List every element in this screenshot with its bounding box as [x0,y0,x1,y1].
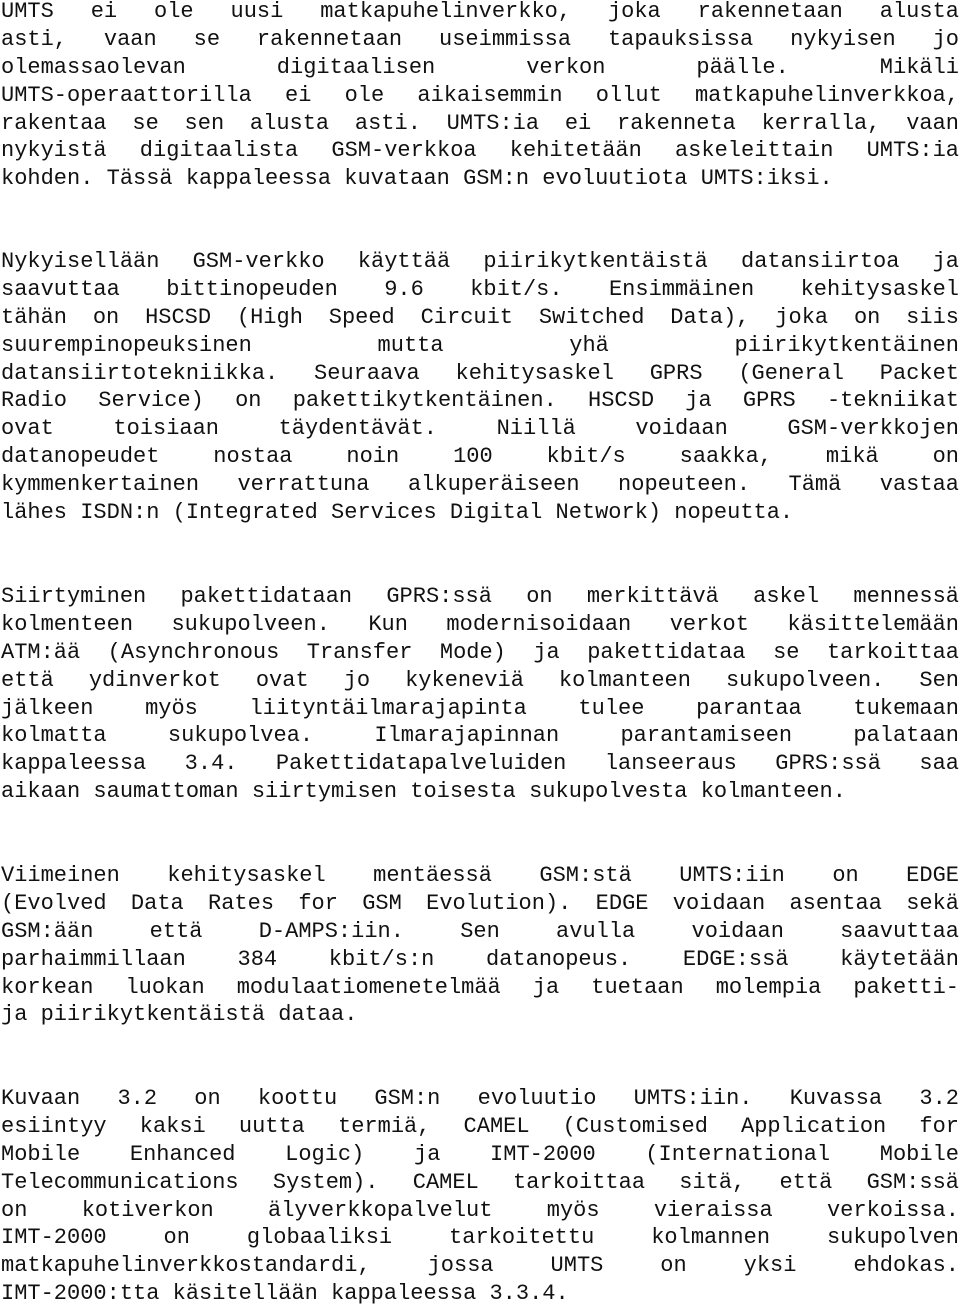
text-line: aikaan saumattoman siirtymisen toisesta sukupolvesta kolmanteen. [1,779,846,805]
paragraph-packet-data [1,583,959,806]
text-line: UMTS-operaattorilla ei ole aikaisemmin ollut matkapuhelinverkkoa, [1,82,959,108]
text-line: asti, vaan se rakennetaan useimmissa tapauksissa nykyisen jo [1,26,959,52]
text-line: tähän on HSCSD (High Speed Circuit Switched Data), joka on siis [1,304,959,330]
text-line: Viimeinen kehitysaskel mentäessä GSM:stä UMTS:iin on EDGE [1,863,959,888]
text-line: ovat toisiaan täydentävät. Niillä voidaan GSM-verkkojen [1,416,959,442]
text-line: jälkeen myös liityntäilmarajapinta tulee parantaa tukemaan [1,695,959,721]
text-line: olemassaolevan digitaalisen verkon päälle. Mikäli [1,54,959,80]
text-line: rakentaa se sen alusta asti. UMTS:ia ei rakenneta kerralla, vaan [1,110,959,136]
text-line: Nykyisellään GSM-verkko käyttää piirikytkentäistä datansiirtoa ja [1,249,959,274]
text-line: datanopeudet nostaa noin 100 kbit/s saakka, mikä on [1,444,959,470]
text-line: saavuttaa bittinopeuden 9.6 kbit/s. Ensimmäinen kehitysaskel [1,276,959,302]
text-line: kolmatta sukupolvea. Ilmarajapinnan parantamiseen palataan [1,723,959,749]
text-line: IMT-2000:tta käsitellään kappaleessa 3.3.4. [1,1281,569,1307]
text-line: on kotiverkon älyverkkopalvelut myös vieraissa verkoissa. [1,1197,959,1223]
text-line: Siirtyminen pakettidataan GPRS:ssä on merkittävä askel mennessä [1,584,959,609]
text-line: ATM:ää (Asynchronous Transfer Mode) ja pakettidataa se tarkoittaa [1,639,959,665]
text-line: ja piirikytkentäistä dataa. [1,1002,358,1028]
text-line: (Evolved Data Rates for GSM Evolution). EDGE voidaan asentaa sekä [1,890,959,916]
text-line: suurempinopeuksinen mutta yhä piirikytkentäinen [1,332,959,358]
text-line: Telecommunications System). CAMEL tarkoittaa sitä, että GSM:ssä [1,1169,959,1195]
text-line: Mobile Enhanced Logic) ja IMT-2000 (International Mobile [1,1141,959,1167]
text-line: UMTS ei ole uusi matkapuhelinverkko, joka rakennetaan alusta [1,0,959,24]
text-line: kappaleessa 3.4. Pakettidatapalveluiden lanseeraus GPRS:ssä saa [1,751,959,777]
text-line: GSM:ään että D-AMPS:iin. Sen avulla voidaan saavuttaa [1,918,959,944]
text-line: datansiirtotekniikka. Seuraava kehitysaskel GPRS (General Packet [1,360,959,386]
text-line: matkapuhelinverkkostandardi, jossa UMTS on yksi ehdokas. [1,1253,959,1279]
text-line: korkean luokan modulaatiomenetelmää ja tuetaan molempia paketti- [1,974,959,1000]
text-line: kymmenkertainen verrattuna alkuperäiseen nopeuteen. Tämä vastaa [1,472,959,498]
paragraph-edge [1,862,959,1029]
paragraph-figure-reference [1,1085,959,1308]
text-line: nykyistä digitaalista GSM-verkkoa kehitetään askeleittain UMTS:ia [1,138,959,164]
text-line: lähes ISDN:n (Integrated Services Digital Network) nopeutta. [1,500,794,526]
text-line: kohden. Tässä kappaleessa kuvataan GSM:n evoluutiota UMTS:iksi. [1,166,833,192]
text-line: Kuvaan 3.2 on koottu GSM:n evoluutio UMTS:iin. Kuvassa 3.2 [1,1086,959,1111]
text-line: että ydinverkot ovat jo kykeneviä kolmanteen sukupolveen. Sen [1,667,959,693]
text-line: kolmenteen sukupolveen. Kun modernisoidaan verkot käsittelemään [1,611,959,637]
text-line: parhaimmillaan 384 kbit/s:n datanopeus. EDGE:ssä käytetään [1,946,959,972]
text-line: esiintyy kaksi uutta termiä, CAMEL (Customised Application for [1,1113,959,1139]
text-line: Radio Service) on pakettikytkentäinen. HSCSD ja GPRS -tekniikat [1,388,959,414]
paragraph-umts-intro [1,0,959,193]
text-line: IMT-2000 on globaaliksi tarkoitettu kolmannen sukupolven [1,1225,959,1251]
paragraph-gsm-data [1,248,959,527]
